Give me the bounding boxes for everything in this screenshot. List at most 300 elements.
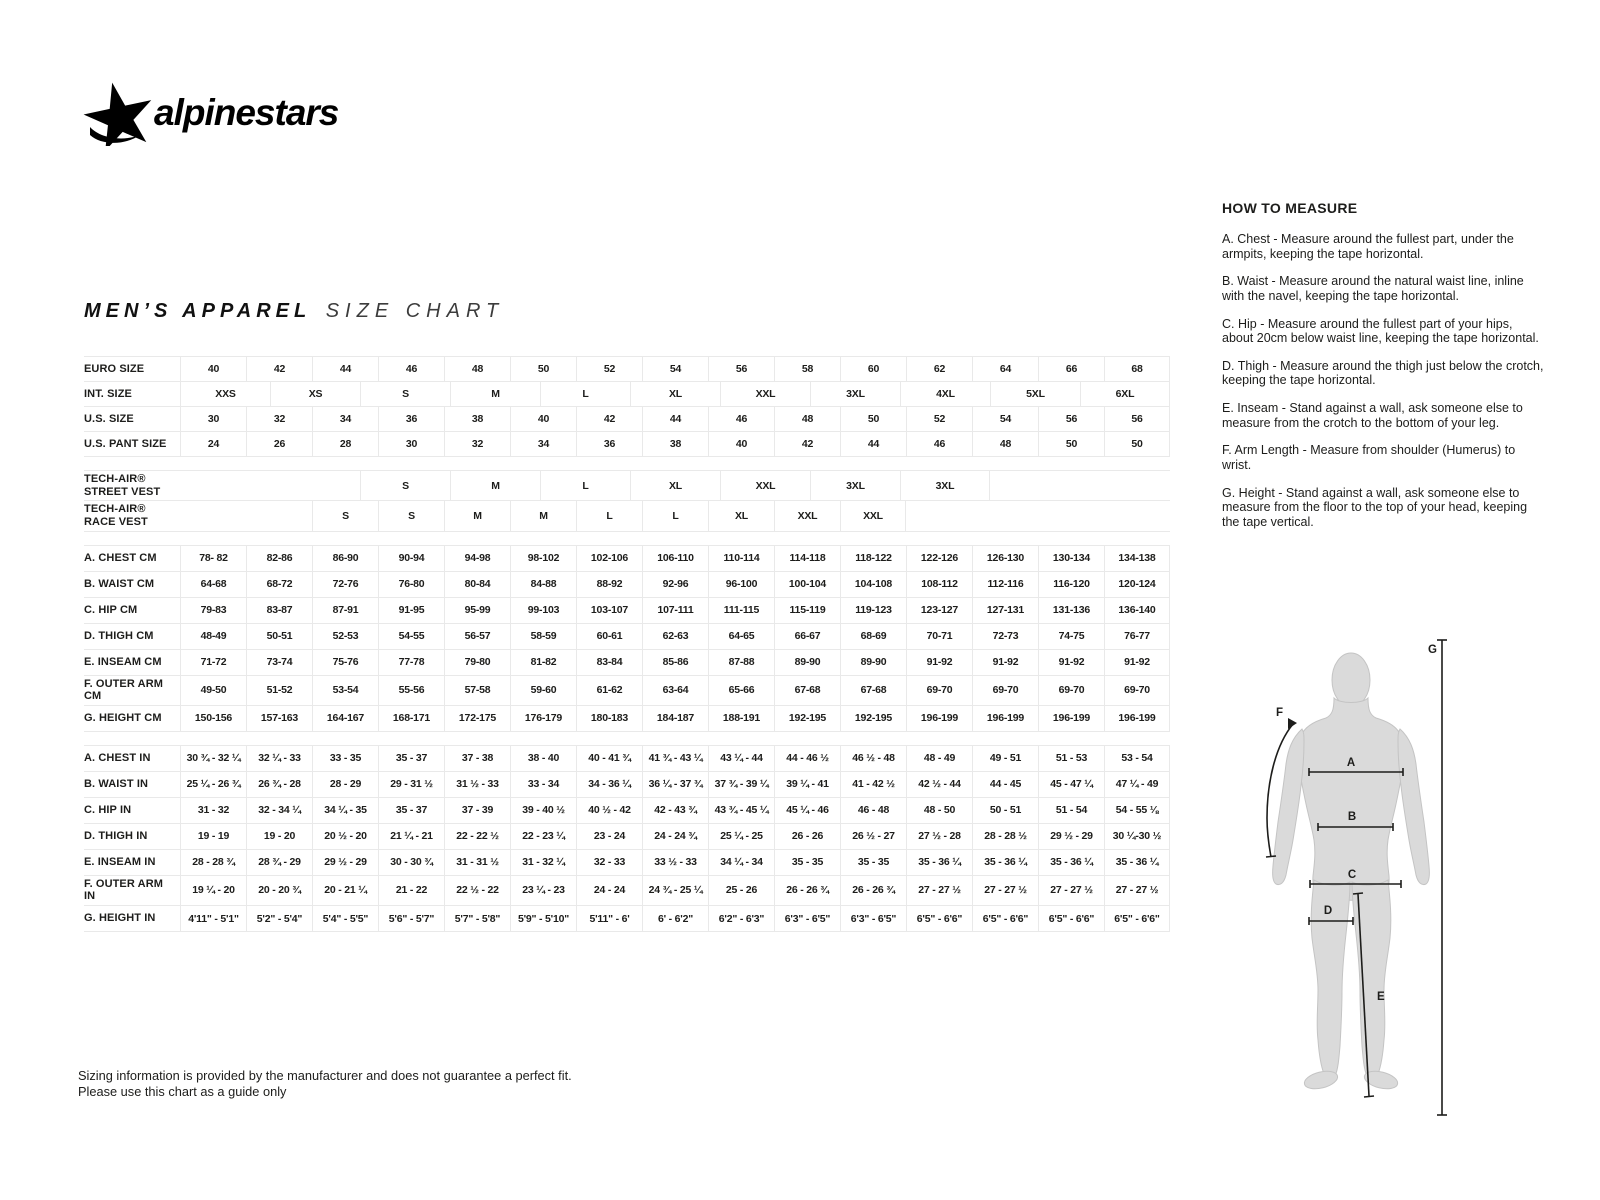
size-cell: 119-123 xyxy=(840,598,906,623)
size-cell: 59-60 xyxy=(510,676,576,705)
size-cell xyxy=(180,471,270,500)
size-cell xyxy=(972,501,1038,530)
size-cell: 24 ¾ - 25 ¼ xyxy=(642,876,708,905)
size-cell xyxy=(246,501,312,530)
size-cell: 5'6" - 5'7" xyxy=(378,906,444,931)
size-cell: 36 xyxy=(576,432,642,456)
size-cell: 54-55 xyxy=(378,624,444,649)
size-cell: 45 - 47 ¼ xyxy=(1038,772,1104,797)
title-secondary: SIZE CHART xyxy=(325,300,505,322)
size-cell: 6'5" - 6'6" xyxy=(1104,906,1170,931)
table-group xyxy=(84,356,1170,457)
size-cell: 90-94 xyxy=(378,546,444,571)
size-cell: 89-90 xyxy=(774,650,840,675)
size-cell xyxy=(1104,501,1170,530)
size-cell xyxy=(1038,501,1104,530)
size-cell: 99-103 xyxy=(510,598,576,623)
size-cell: 107-111 xyxy=(642,598,708,623)
size-cell: 31 - 31 ½ xyxy=(444,850,510,875)
size-cell: 40 xyxy=(180,357,246,381)
figure-label-D: D xyxy=(1323,905,1333,917)
size-cell: 91-92 xyxy=(1104,650,1170,675)
size-cell: 76-80 xyxy=(378,572,444,597)
size-cell: 36 xyxy=(378,407,444,431)
size-cell: 98-102 xyxy=(510,546,576,571)
table-row xyxy=(84,745,1170,772)
size-cell: 91-95 xyxy=(378,598,444,623)
size-cell: 91-92 xyxy=(972,650,1038,675)
size-cell: 52 xyxy=(576,357,642,381)
size-cell: 32 - 34 ¼ xyxy=(246,798,312,823)
size-cell: 42 xyxy=(576,407,642,431)
size-cell: 130-134 xyxy=(1038,546,1104,571)
size-cell: 72-73 xyxy=(972,624,1038,649)
size-cell: 6'5" - 6'6" xyxy=(906,906,972,931)
row-label: U.S. SIZE xyxy=(84,412,134,425)
size-cell: 49-50 xyxy=(180,676,246,705)
size-cell: 65-66 xyxy=(708,676,774,705)
size-cell: 27 - 27 ½ xyxy=(1038,876,1104,905)
measure-instruction: G. Height - Stand against a wall, ask someone else to measure from the floor to the top of your head, keeping the tape vertical. xyxy=(1222,485,1528,529)
size-cell: 88-92 xyxy=(576,572,642,597)
size-cell: M xyxy=(450,471,540,500)
size-cell: 83-87 xyxy=(246,598,312,623)
size-cell: 30 xyxy=(180,407,246,431)
size-cell: 6' - 6'2" xyxy=(642,906,708,931)
row-label: TECH-AIR® RACE VEST xyxy=(84,503,148,528)
size-cell: 136-140 xyxy=(1104,598,1170,623)
size-cell: 6XL xyxy=(1080,382,1170,406)
size-cell: 34 ¼ - 35 xyxy=(312,798,378,823)
size-cell: 114-118 xyxy=(774,546,840,571)
size-cell: L xyxy=(642,501,708,530)
brand-wordmark: alpinestars xyxy=(154,92,339,133)
size-cell: S xyxy=(360,471,450,500)
size-cell: 91-92 xyxy=(906,650,972,675)
table-row xyxy=(84,850,1170,876)
size-cell: 63-64 xyxy=(642,676,708,705)
size-cell: 26 ¾ - 28 xyxy=(246,772,312,797)
measure-instruction: B. Waist - Measure around the natural waist line, inline with the navel, keeping the tape horizontal. xyxy=(1222,274,1524,303)
size-cell: 26 ½ - 27 xyxy=(840,824,906,849)
size-cell: 47 ¼ - 49 xyxy=(1104,772,1170,797)
size-cell: 67-68 xyxy=(840,676,906,705)
table-row xyxy=(84,824,1170,850)
size-cell: 23 ¼ - 23 xyxy=(510,876,576,905)
size-cell: 22 - 23 ¼ xyxy=(510,824,576,849)
size-cell: 32 xyxy=(444,432,510,456)
size-cell: XL xyxy=(630,471,720,500)
size-cell: 44 xyxy=(642,407,708,431)
size-cell: 5'9" - 5'10" xyxy=(510,906,576,931)
size-cell: 24 - 24 ¾ xyxy=(642,824,708,849)
size-cell: 81-82 xyxy=(510,650,576,675)
size-cell: 123-127 xyxy=(906,598,972,623)
size-cell: 69-70 xyxy=(972,676,1038,705)
size-cell: 83-84 xyxy=(576,650,642,675)
size-cell: 28 ¾ - 29 xyxy=(246,850,312,875)
size-cell: 28 - 28 ½ xyxy=(972,824,1038,849)
size-cell: 168-171 xyxy=(378,706,444,731)
size-cell: 62 xyxy=(906,357,972,381)
size-cell: 25 - 26 xyxy=(708,876,774,905)
size-cell: 56-57 xyxy=(444,624,510,649)
size-cell xyxy=(990,471,1080,500)
row-label: D. THIGH IN xyxy=(84,830,148,843)
size-cell: 33 ½ - 33 xyxy=(642,850,708,875)
size-cell: 23 - 24 xyxy=(576,824,642,849)
size-cell: 50 xyxy=(840,407,906,431)
page-title xyxy=(84,300,504,323)
size-cell: 127-131 xyxy=(972,598,1038,623)
body-silhouette-diagram xyxy=(1230,618,1550,1118)
size-cell: 5'4" - 5'5" xyxy=(312,906,378,931)
alpinestars-logo xyxy=(82,80,338,146)
size-cell: S xyxy=(312,501,378,530)
size-cell: 89-90 xyxy=(840,650,906,675)
table-group xyxy=(84,545,1170,732)
figure-label-B: B xyxy=(1347,811,1357,823)
row-label: A. CHEST CM xyxy=(84,551,157,564)
size-cell: 110-114 xyxy=(708,546,774,571)
size-cell: 6'5" - 6'6" xyxy=(972,906,1038,931)
size-cell: 40 xyxy=(510,407,576,431)
size-cell: 5'11" - 6' xyxy=(576,906,642,931)
size-cell: XXS xyxy=(180,382,270,406)
size-cell: 58 xyxy=(774,357,840,381)
size-cell: 46 xyxy=(906,432,972,456)
size-cell: 77-78 xyxy=(378,650,444,675)
size-cell: 35 - 35 xyxy=(840,850,906,875)
size-cell: 57-58 xyxy=(444,676,510,705)
size-cell: 108-112 xyxy=(906,572,972,597)
size-cell: 68 xyxy=(1104,357,1170,381)
row-label: G. HEIGHT IN xyxy=(84,912,156,925)
size-cell: 62-63 xyxy=(642,624,708,649)
size-cell: 96-100 xyxy=(708,572,774,597)
size-cell: 28 - 29 xyxy=(312,772,378,797)
size-cell: XXL xyxy=(774,501,840,530)
size-cell: 19 ¼ - 20 xyxy=(180,876,246,905)
size-cell: 19 - 19 xyxy=(180,824,246,849)
measure-instruction: F. Arm Length - Measure from shoulder (Humerus) to wrist. xyxy=(1222,443,1516,472)
size-cell: 48 xyxy=(774,407,840,431)
size-cell: 22 - 22 ½ xyxy=(444,824,510,849)
how-to-measure-list xyxy=(1222,232,1544,529)
size-cell: 25 ¼ - 25 xyxy=(708,824,774,849)
size-cell: 91-92 xyxy=(1038,650,1104,675)
size-cell: 25 ¼ - 26 ¾ xyxy=(180,772,246,797)
measure-instruction: D. Thigh - Measure around the thigh just below the crotch, keeping the tape horizontal. xyxy=(1222,358,1544,388)
size-cell: 5'7" - 5'8" xyxy=(444,906,510,931)
size-cell: 46 xyxy=(378,357,444,381)
size-cell: 69-70 xyxy=(906,676,972,705)
size-cell: 70-71 xyxy=(906,624,972,649)
measure-instruction: C. Hip - Measure around the fullest part of your hips, about 20cm below waist line, keeping the tape horizontal. xyxy=(1222,316,1539,346)
size-cell: 111-115 xyxy=(708,598,774,623)
size-cell: 34 ¼ - 34 xyxy=(708,850,774,875)
size-cell: 50 xyxy=(1038,432,1104,456)
measurement-figure xyxy=(1230,618,1550,1118)
row-label: C. HIP CM xyxy=(84,603,138,616)
size-cell: XXL xyxy=(720,471,810,500)
size-cell: 43 ¾ - 45 ¼ xyxy=(708,798,774,823)
size-cell: 35 - 37 xyxy=(378,746,444,771)
size-cell: 21 ¼ - 21 xyxy=(378,824,444,849)
row-label: C. HIP IN xyxy=(84,804,132,817)
row-label: F. OUTER ARM CM xyxy=(84,677,164,703)
size-cell: 54 - 55 ⅛ xyxy=(1104,798,1170,823)
size-cell: 85-86 xyxy=(642,650,708,675)
size-cell: 3XL xyxy=(900,471,990,500)
size-cell: 87-91 xyxy=(312,598,378,623)
size-cell: 48 - 50 xyxy=(906,798,972,823)
size-cell: 192-195 xyxy=(840,706,906,731)
size-cell: 3XL xyxy=(810,471,900,500)
size-cell: 79-80 xyxy=(444,650,510,675)
size-cell: 46 - 48 xyxy=(840,798,906,823)
size-cell: 54 xyxy=(642,357,708,381)
size-cell: 40 - 41 ¾ xyxy=(576,746,642,771)
size-cell: 30 ¾ - 32 ¼ xyxy=(180,746,246,771)
size-cell: 84-88 xyxy=(510,572,576,597)
figure-label-A: A xyxy=(1346,757,1356,769)
size-cell: 69-70 xyxy=(1104,676,1170,705)
size-cell: 112-116 xyxy=(972,572,1038,597)
table-row xyxy=(84,407,1170,432)
size-cell: 56 xyxy=(1038,407,1104,431)
size-cell: 5XL xyxy=(990,382,1080,406)
table-group xyxy=(84,745,1170,932)
size-cell: XXL xyxy=(840,501,906,530)
size-cell: L xyxy=(540,471,630,500)
size-cell: 67-68 xyxy=(774,676,840,705)
size-cell: 64-65 xyxy=(708,624,774,649)
size-cell: 60-61 xyxy=(576,624,642,649)
size-cell: 131-136 xyxy=(1038,598,1104,623)
table-row xyxy=(84,501,1170,531)
size-cell: 35 - 35 xyxy=(774,850,840,875)
size-cell: 35 - 37 xyxy=(378,798,444,823)
table-row xyxy=(84,545,1170,572)
table-row xyxy=(84,706,1170,732)
row-label: B. WAIST CM xyxy=(84,577,155,590)
size-cell: XS xyxy=(270,382,360,406)
size-cell xyxy=(1080,471,1170,500)
size-cell: 50 xyxy=(1104,432,1170,456)
size-cell: 46 ½ - 48 xyxy=(840,746,906,771)
size-cell: 40 xyxy=(708,432,774,456)
size-cell: 196-199 xyxy=(906,706,972,731)
size-cell: 94-98 xyxy=(444,546,510,571)
row-label: E. INSEAM CM xyxy=(84,655,162,668)
size-cell: 48 xyxy=(444,357,510,381)
disclaimer-line1: Sizing information is provided by the manufacturer and does not guarantee a perfect fit. xyxy=(78,1068,572,1083)
size-cell: M xyxy=(450,382,540,406)
size-cell: 6'2" - 6'3" xyxy=(708,906,774,931)
size-cell: 38 xyxy=(444,407,510,431)
size-cell: 68-72 xyxy=(246,572,312,597)
size-cell: 180-183 xyxy=(576,706,642,731)
table-row xyxy=(84,624,1170,650)
size-cell: 118-122 xyxy=(840,546,906,571)
size-cell: L xyxy=(576,501,642,530)
size-cell: 44 - 45 xyxy=(972,772,1038,797)
size-cell: 120-124 xyxy=(1104,572,1170,597)
size-cell: 35 - 36 ¼ xyxy=(906,850,972,875)
size-cell: 188-191 xyxy=(708,706,774,731)
size-cell: 44 xyxy=(312,357,378,381)
table-row xyxy=(84,772,1170,798)
size-cell: 40 ½ - 42 xyxy=(576,798,642,823)
size-cell: 78- 82 xyxy=(180,546,246,571)
size-cell: 33 - 35 xyxy=(312,746,378,771)
row-label: F. OUTER ARM IN xyxy=(84,877,164,903)
size-cell: 30 xyxy=(378,432,444,456)
size-cell: 55-56 xyxy=(378,676,444,705)
size-cell: 82-86 xyxy=(246,546,312,571)
size-cell: 48 xyxy=(972,432,1038,456)
size-cell: 44 xyxy=(840,432,906,456)
how-to-measure-heading: HOW TO MEASURE xyxy=(1222,200,1358,216)
size-cell: 50-51 xyxy=(246,624,312,649)
size-cell: S xyxy=(378,501,444,530)
size-cell xyxy=(906,501,972,530)
how-to-measure-panel xyxy=(1222,200,1544,542)
size-cell: 54 xyxy=(972,407,1038,431)
table-row xyxy=(84,650,1170,676)
table-row xyxy=(84,572,1170,598)
size-cell: 34 xyxy=(510,432,576,456)
size-cell: 48-49 xyxy=(180,624,246,649)
size-cell: M xyxy=(510,501,576,530)
size-cell: 56 xyxy=(708,357,774,381)
size-cell: 51 - 54 xyxy=(1038,798,1104,823)
title-primary: MEN’S APPAREL xyxy=(84,300,312,322)
size-cell xyxy=(270,471,360,500)
size-cell: 26 - 26 ¾ xyxy=(774,876,840,905)
disclaimer xyxy=(78,1068,572,1101)
size-cell: 80-84 xyxy=(444,572,510,597)
size-cell: 172-175 xyxy=(444,706,510,731)
size-cell: 6'5" - 6'6" xyxy=(1038,906,1104,931)
table-row xyxy=(84,470,1170,501)
size-cell: 33 - 34 xyxy=(510,772,576,797)
size-cell: XL xyxy=(708,501,774,530)
size-cell: 20 - 21 ¼ xyxy=(312,876,378,905)
figure-label-E: E xyxy=(1377,991,1385,1003)
size-cell: 50 xyxy=(510,357,576,381)
size-cell: 32 - 33 xyxy=(576,850,642,875)
size-cell: 24 xyxy=(180,432,246,456)
size-cell: 53 - 54 xyxy=(1104,746,1170,771)
size-cell: 45 ¼ - 46 xyxy=(774,798,840,823)
size-cell: 46 xyxy=(708,407,774,431)
size-cell: 184-187 xyxy=(642,706,708,731)
figure-label-C: C xyxy=(1347,869,1357,881)
row-label: U.S. PANT SIZE xyxy=(84,437,167,450)
measure-instruction: E. Inseam - Stand against a wall, ask someone else to measure from the crotch to the bottom of your leg. xyxy=(1222,401,1523,430)
size-cell: 20 - 20 ¾ xyxy=(246,876,312,905)
size-cell: 4XL xyxy=(900,382,990,406)
size-cell: 52-53 xyxy=(312,624,378,649)
size-cell: 42 xyxy=(246,357,312,381)
row-label: A. CHEST IN xyxy=(84,752,151,765)
size-cell: 74-75 xyxy=(1038,624,1104,649)
size-cell: 26 xyxy=(246,432,312,456)
size-cell: S xyxy=(360,382,450,406)
size-cell: 39 ¼ - 41 xyxy=(774,772,840,797)
size-cell: 24 - 24 xyxy=(576,876,642,905)
size-cell: 36 ¼ - 37 ¾ xyxy=(642,772,708,797)
table-row xyxy=(84,356,1170,382)
size-cell: 34 xyxy=(312,407,378,431)
size-cell: 22 ½ - 22 xyxy=(444,876,510,905)
size-cell: 134-138 xyxy=(1104,546,1170,571)
size-cell: 192-195 xyxy=(774,706,840,731)
size-cell: 35 - 36 ¼ xyxy=(1104,850,1170,875)
measure-instruction: A. Chest - Measure around the fullest part, under the armpits, keeping the tape horizontal. xyxy=(1222,232,1514,261)
size-cell: 3XL xyxy=(810,382,900,406)
size-cell: 6'3" - 6'5" xyxy=(840,906,906,931)
row-label: D. THIGH CM xyxy=(84,629,154,642)
size-cell: 100-104 xyxy=(774,572,840,597)
size-cell: 28 - 28 ¾ xyxy=(180,850,246,875)
size-cell: 32 ¼ - 33 xyxy=(246,746,312,771)
table-row xyxy=(84,676,1170,706)
size-cell: 76-77 xyxy=(1104,624,1170,649)
size-cell: 6'3" - 6'5" xyxy=(774,906,840,931)
size-table xyxy=(84,356,1170,945)
table-row xyxy=(84,432,1170,457)
size-cell: 52 xyxy=(906,407,972,431)
size-cell: 27 - 27 ½ xyxy=(972,876,1038,905)
size-cell: 51 - 53 xyxy=(1038,746,1104,771)
size-cell: 29 - 31 ½ xyxy=(378,772,444,797)
size-cell xyxy=(180,501,246,530)
size-cell: 50 - 51 xyxy=(972,798,1038,823)
size-cell: 196-199 xyxy=(1104,706,1170,731)
size-cell: 26 - 26 ¾ xyxy=(840,876,906,905)
table-row xyxy=(84,906,1170,932)
size-cell: 126-130 xyxy=(972,546,1038,571)
size-cell: 26 - 26 xyxy=(774,824,840,849)
size-cell: 196-199 xyxy=(972,706,1038,731)
size-cell: 32 xyxy=(246,407,312,431)
row-label: G. HEIGHT CM xyxy=(84,712,162,725)
size-cell: 35 - 36 ¼ xyxy=(1038,850,1104,875)
size-cell: 37 ¾ - 39 ¼ xyxy=(708,772,774,797)
size-cell: 49 - 51 xyxy=(972,746,1038,771)
size-cell: L xyxy=(540,382,630,406)
size-cell: 95-99 xyxy=(444,598,510,623)
size-cell: 176-179 xyxy=(510,706,576,731)
size-cell: 103-107 xyxy=(576,598,642,623)
size-cell: 27 ½ - 28 xyxy=(906,824,972,849)
size-cell: 164-167 xyxy=(312,706,378,731)
size-cell: 66-67 xyxy=(774,624,840,649)
disclaimer-line2: Please use this chart as a guide only xyxy=(78,1084,287,1100)
row-label: EURO SIZE xyxy=(84,362,145,375)
size-cell: 51-52 xyxy=(246,676,312,705)
size-cell: 104-108 xyxy=(840,572,906,597)
size-cell: 75-76 xyxy=(312,650,378,675)
table-row xyxy=(84,876,1170,906)
size-cell: M xyxy=(444,501,510,530)
size-cell: 115-119 xyxy=(774,598,840,623)
size-cell: 79-83 xyxy=(180,598,246,623)
size-cell: 86-90 xyxy=(312,546,378,571)
